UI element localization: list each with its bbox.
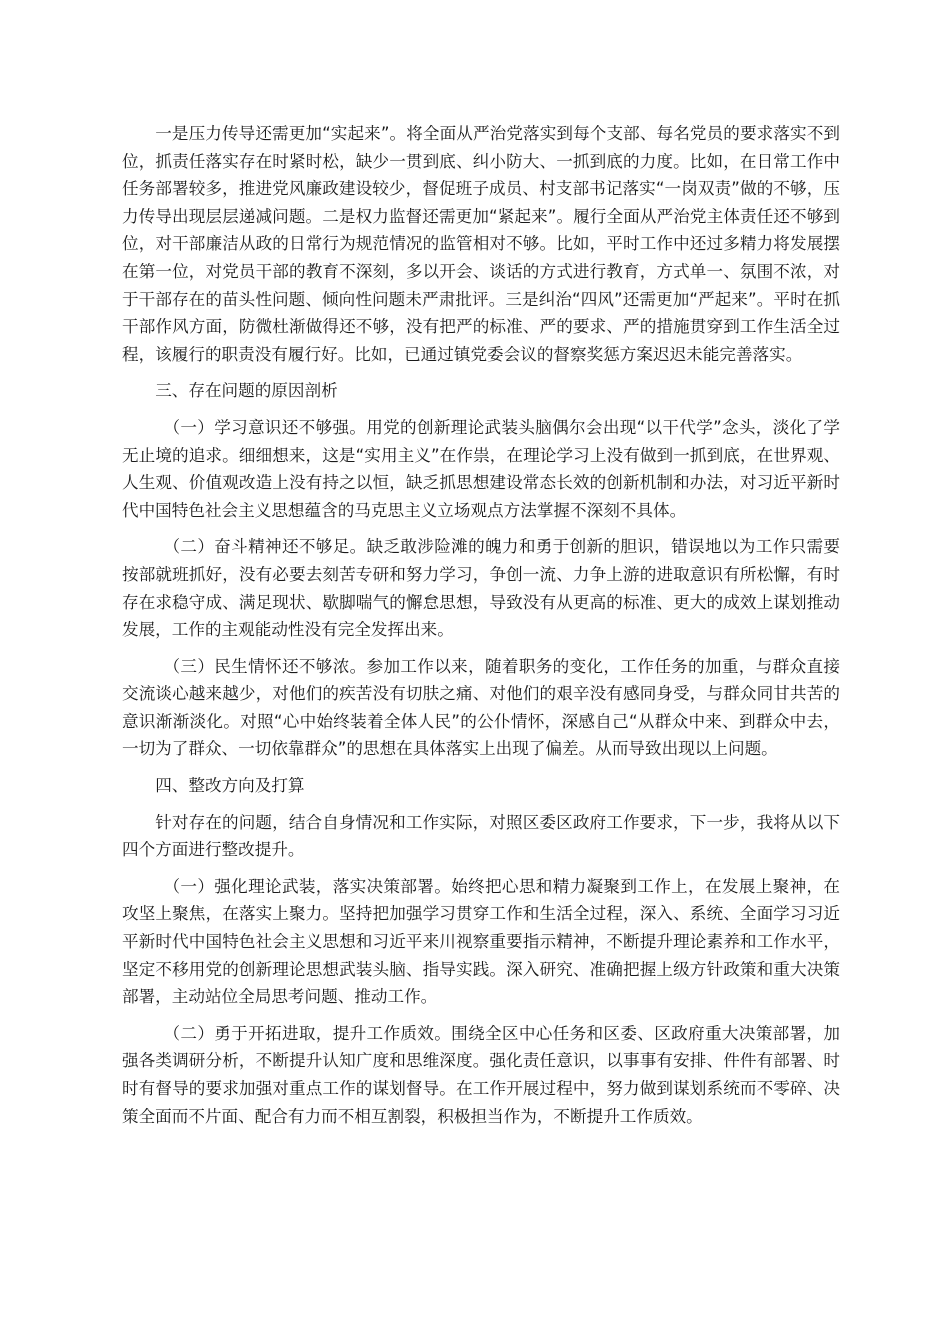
- paragraph-rectification-intro: 针对存在的问题，结合自身情况和工作实际，对照区委区政府工作要求，下一步，我将从以下四个方面进行整改提升。: [122, 812, 840, 860]
- section-heading-causes: 三、存在问题的原因剖析: [155, 381, 338, 401]
- paragraph-cause-spirit: （二）奋斗精神还不够足。缺乏敢涉险滩的魄力和勇于创新的胆识，错误地以为工作只需要按部就班抓好，没有必要去刻苦专研和努力学习，争创一流、力争上游的进取意识有所松懈，有时存在求稳守成、满足现状、歇脚喘气的懈怠思想，导致没有从更高的标准、更大的成效上谋划推动发展，工作的主观能动性没有完全发挥出来。: [122, 537, 840, 640]
- paragraph-cause-people: （三）民生情怀还不够浓。参加工作以来，随着职务的变化，工作任务的加重，与群众直接交流谈心越来越少，对他们的疾苦没有切肤之痛、对他们的艰辛没有感同身受，与群众同甘共苦的意识渐渐淡化。对照“心中始终装着全体人民”的公仆情怀，深感自己“从群众中来、到群众中去，一切为了群众、一切依靠群众”的思想在具体落实上出现了偏差。从而导致出现以上问题。: [122, 656, 840, 759]
- paragraph-rectify-theory: （一）强化理论武装，落实决策部署。始终把心思和精力凝聚到工作上，在发展上聚神，在攻坚上聚焦，在落实上聚力。坚持把加强学习贯穿工作和生活全过程，深入、系统、全面学习习近平新时代中国特色社会主义思想和习近平来川视察重要指示精神，不断提升理论素养和工作水平，坚定不移用党的创新理论思想武装头脑、指导实践。深入研究、准确把握上级方针政策和重大决策部署，主动站位全局思考问题、推动工作。: [122, 876, 840, 1007]
- section-heading-rectification: 四、整改方向及打算: [155, 776, 305, 796]
- paragraph-pressure-supervision: 一是压力传导还需更加“实起来”。将全面从严治党落实到每个支部、每名党员的要求落实不到位，抓责任落实存在时紧时松，缺少一贯到底、纠小防大、一抓到底的力度。比如，在日常工作中任务部署较多，推进党风廉政建设较少，督促班子成员、村支部书记落实“一岗双责”做的不够，压力传导出现层层递减问题。二是权力监督还需更加“紧起来”。履行全面从严治党主体责任还不够到位，对干部廉洁从政的日常行为规范情况的监管相对不够。比如，平时工作中还过多精力将发展摆在第一位，对党员干部的教育不深刻，多以开会、谈话的方式进行教育，方式单一、氛围不浓，对于干部存在的苗头性问题、倾向性问题未严肃批评。三是纠治“四风”还需更加“严起来”。平时在抓干部作风方面，防微杜渐做得还不够，没有把严的标准、严的要求、严的措施贯穿到工作生活全过程，该履行的职责没有履行好。比如，已通过镇党委会议的督察奖惩方案迟迟未能完善落实。: [122, 124, 840, 364]
- document-page: [122, 120, 840, 1139]
- paragraph-cause-study: （一）学习意识还不够强。用党的创新理论武装头脑偶尔会出现“以干代学”念头，淡化了学无止境的追求。细细想来，这是“实用主义”在作祟，在理论学习上没有做到一抓到底，在世界观、人生观、价值观改造上没有持之以恒，缺乏抓思想建设常态长效的创新机制和办法，对习近平新时代中国特色社会主义思想蕴含的马克思主义立场观点方法掌握不深刻不具体。: [122, 417, 840, 520]
- paragraph-rectify-efficiency: （二）勇于开拓进取，提升工作质效。围绕全区中心任务和区委、区政府重大决策部署，加强各类调研分析，不断提升认知广度和思维深度。强化责任意识，以事事有安排、件件有部署、时时有督导的要求加强对重点工作的谋划督导。在工作开展过程中，努力做到谋划系统而不零碎、决策全面而不片面、配合有力而不相互割裂，积极担当作为，不断提升工作质效。: [122, 1023, 840, 1126]
